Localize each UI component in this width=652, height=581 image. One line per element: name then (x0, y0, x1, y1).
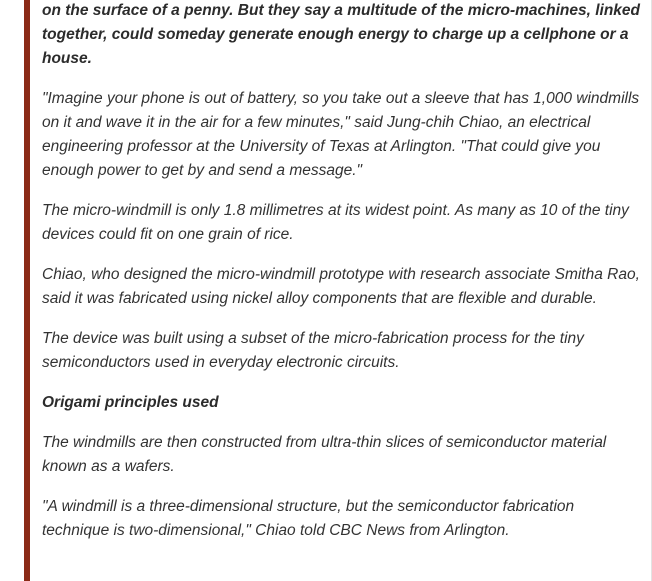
paragraph-prototype: Chiao, who designed the micro-windmill prototype with research associate Smitha Rao, said it was fabricated using nickel alloy components that are flexible and durable. (42, 266, 640, 307)
paragraph-fabrication: The device was built using a subset of the micro-fabrication process for the tiny semiconductors used in everyday electronic circuits. (42, 330, 584, 371)
section-subheading: Origami principles used (42, 394, 219, 411)
article-body (42, 0, 642, 559)
paragraph-wafers: The windmills are then constructed from ultra-thin slices of semiconductor material known as a wafers. (42, 434, 607, 475)
paragraph-quote-chiao: "Imagine your phone is out of battery, so you take out a sleeve that has 1,000 windmills on it and wave it in the air for a few minutes," said Jung-chih Chiao, an electrical engineering professor at the University of Texas at Arlington. "That could give you enough power to get by and send a message." (42, 90, 640, 179)
lead-paragraph: on the surface of a penny. But they say a multitude of the micro-machines, linked together, could someday generate enough energy to charge up a cellphone or a house. (42, 2, 641, 67)
paragraph-size: The micro-windmill is only 1.8 millimetres at its widest point. As many as 10 of the tiny devices could fit on one grain of rice. (42, 202, 629, 243)
quote-accent-bar (24, 0, 30, 581)
paragraph-three-dimensional: "A windmill is a three-dimensional structure, but the semiconductor fabrication technique is two-dimensional," Chiao told CBC News from Arlington. (42, 498, 575, 539)
